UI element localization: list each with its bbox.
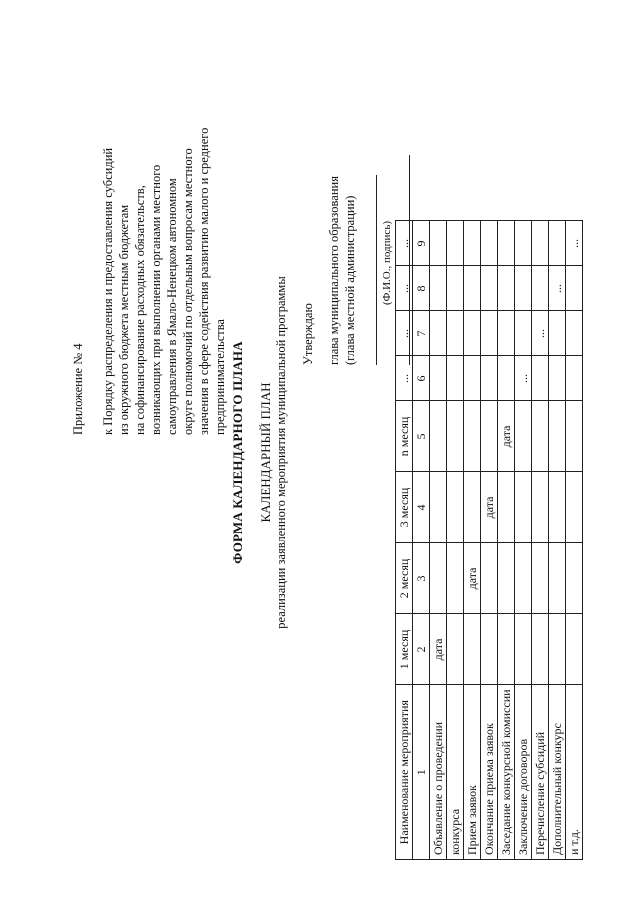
header-row	[396, 221, 413, 860]
table-cell	[549, 356, 566, 401]
table-row	[498, 221, 515, 860]
table-cell	[481, 401, 498, 472]
appendix-line: возникающих при выполнении органами местного	[149, 164, 163, 435]
appendix-line: предпринимательства	[213, 319, 227, 435]
appendix-line: значения в сфере содействия развитию малого и среднего	[197, 127, 211, 435]
table-cell	[566, 311, 583, 356]
column-header: ...	[396, 356, 413, 401]
table-cell	[566, 356, 583, 401]
column-header: 2 месяц	[396, 543, 413, 614]
column-number: 7	[413, 311, 430, 356]
table-row	[515, 221, 532, 860]
column-header: 1 месяц	[396, 614, 413, 685]
table-cell	[566, 401, 583, 472]
row-name: Объявление о проведении	[430, 685, 447, 860]
table-cell	[498, 543, 515, 614]
table-cell	[532, 472, 549, 543]
appendix-text	[100, 15, 228, 435]
table-cell	[549, 221, 566, 266]
table-cell	[430, 221, 447, 266]
table-cell	[566, 614, 583, 685]
calendar-title: КАЛЕНДАРНЫЙ ПЛАН	[258, 382, 273, 523]
table-row	[430, 221, 447, 860]
row-name: конкурса	[447, 685, 464, 860]
table-cell: ...	[515, 356, 532, 401]
table-cell	[498, 266, 515, 311]
approve-label: Утверждаю	[301, 303, 315, 365]
table-cell	[447, 311, 464, 356]
table-cell	[532, 614, 549, 685]
table-cell	[430, 311, 447, 356]
table-cell	[532, 401, 549, 472]
column-number: 6	[413, 356, 430, 401]
table-cell	[498, 311, 515, 356]
table-cell	[566, 472, 583, 543]
table-cell	[515, 221, 532, 266]
table-cell	[464, 356, 481, 401]
table-cell	[498, 614, 515, 685]
table-cell	[549, 472, 566, 543]
table-cell: дата	[481, 472, 498, 543]
table-cell	[549, 311, 566, 356]
table-cell	[515, 401, 532, 472]
table-cell	[464, 614, 481, 685]
row-name: Окончание приема заявок	[481, 685, 498, 860]
table-cell	[464, 221, 481, 266]
approver-title: глава муниципального образования	[327, 176, 341, 365]
table-cell	[549, 401, 566, 472]
table-cell	[430, 356, 447, 401]
row-name: Дополнительный конкурс	[549, 685, 566, 860]
table-cell	[532, 543, 549, 614]
table-cell	[447, 356, 464, 401]
column-number: 2	[413, 614, 430, 685]
table-cell	[481, 266, 498, 311]
table-cell	[447, 221, 464, 266]
column-header: ...	[396, 311, 413, 356]
column-number: 8	[413, 266, 430, 311]
approver-subtitle: (глава местной администрации)	[343, 195, 357, 365]
table-cell	[566, 266, 583, 311]
table-cell	[481, 543, 498, 614]
table-cell	[532, 266, 549, 311]
table-cell: дата	[430, 614, 447, 685]
signature-line	[376, 175, 377, 365]
table-cell	[447, 472, 464, 543]
table-cell	[447, 614, 464, 685]
table-row	[464, 221, 481, 860]
number-row	[413, 221, 430, 860]
table-row	[447, 221, 464, 860]
column-header: ...	[396, 266, 413, 311]
fio-caption: (Ф.И.О., подпись)	[381, 221, 393, 305]
table-cell	[515, 266, 532, 311]
form-title: ФОРМА КАЛЕНДАРНОГО ПЛАНА	[230, 341, 245, 564]
calendar-subtitle: реализации заявленного мероприятия муниципальной программы	[274, 276, 288, 629]
table-cell: ...	[549, 266, 566, 311]
column-number: 5	[413, 401, 430, 472]
table-cell	[430, 266, 447, 311]
table-cell	[532, 356, 549, 401]
table-cell	[481, 311, 498, 356]
table-cell	[447, 543, 464, 614]
table-cell	[447, 401, 464, 472]
table-cell	[515, 472, 532, 543]
table-row	[549, 221, 566, 860]
table-row	[532, 221, 549, 860]
table-cell: ...	[532, 311, 549, 356]
table-cell: дата	[464, 543, 481, 614]
table-cell	[498, 472, 515, 543]
table-cell	[515, 311, 532, 356]
column-header: n месяц	[396, 401, 413, 472]
appendix-block	[70, 15, 228, 435]
table-cell	[549, 614, 566, 685]
table-cell: дата	[498, 401, 515, 472]
appendix-line: самоуправления в Ямало-Ненецком автономном	[165, 178, 179, 435]
table-cell	[498, 356, 515, 401]
row-name: Заседание конкурсной комиссии	[498, 685, 515, 860]
appendix-line: округе полномочий по отдельным вопросам местного	[181, 148, 195, 435]
approval-block	[300, 65, 410, 365]
table-body	[430, 221, 583, 860]
table-cell	[430, 401, 447, 472]
calendar-table	[395, 220, 583, 860]
row-name: и т.д.	[566, 685, 583, 860]
column-number: 3	[413, 543, 430, 614]
column-header: 3 месяц	[396, 472, 413, 543]
table-cell	[515, 543, 532, 614]
table-cell	[464, 311, 481, 356]
appendix-line: к Порядку распределения и предоставления субсидий	[101, 147, 115, 435]
appendix-line: из окружного бюджета местным бюджетам	[117, 204, 131, 435]
appendix-number: Приложение № 4	[71, 343, 85, 435]
table-cell	[515, 614, 532, 685]
table-cell	[498, 221, 515, 266]
column-header: Наименование мероприятия	[396, 685, 413, 860]
table-cell	[481, 221, 498, 266]
column-number: 9	[413, 221, 430, 266]
table-row	[481, 221, 498, 860]
table-cell	[481, 356, 498, 401]
row-name: Заключение договоров	[515, 685, 532, 860]
column-header: ...	[396, 221, 413, 266]
table-cell	[430, 472, 447, 543]
table-cell: ...	[566, 221, 583, 266]
table-cell	[464, 266, 481, 311]
table-row	[566, 221, 583, 860]
column-number: 4	[413, 472, 430, 543]
appendix-line: на софинансирование расходных обязательств,	[133, 185, 147, 435]
table-cell	[549, 543, 566, 614]
column-number: 1	[413, 685, 430, 860]
row-name: Прием заявок	[464, 685, 481, 860]
table-cell	[464, 472, 481, 543]
table-cell	[532, 221, 549, 266]
table-cell	[430, 543, 447, 614]
table-cell	[481, 614, 498, 685]
table-cell	[447, 266, 464, 311]
table-cell	[566, 543, 583, 614]
table-cell	[464, 401, 481, 472]
row-name: Перечисление субсидий	[532, 685, 549, 860]
